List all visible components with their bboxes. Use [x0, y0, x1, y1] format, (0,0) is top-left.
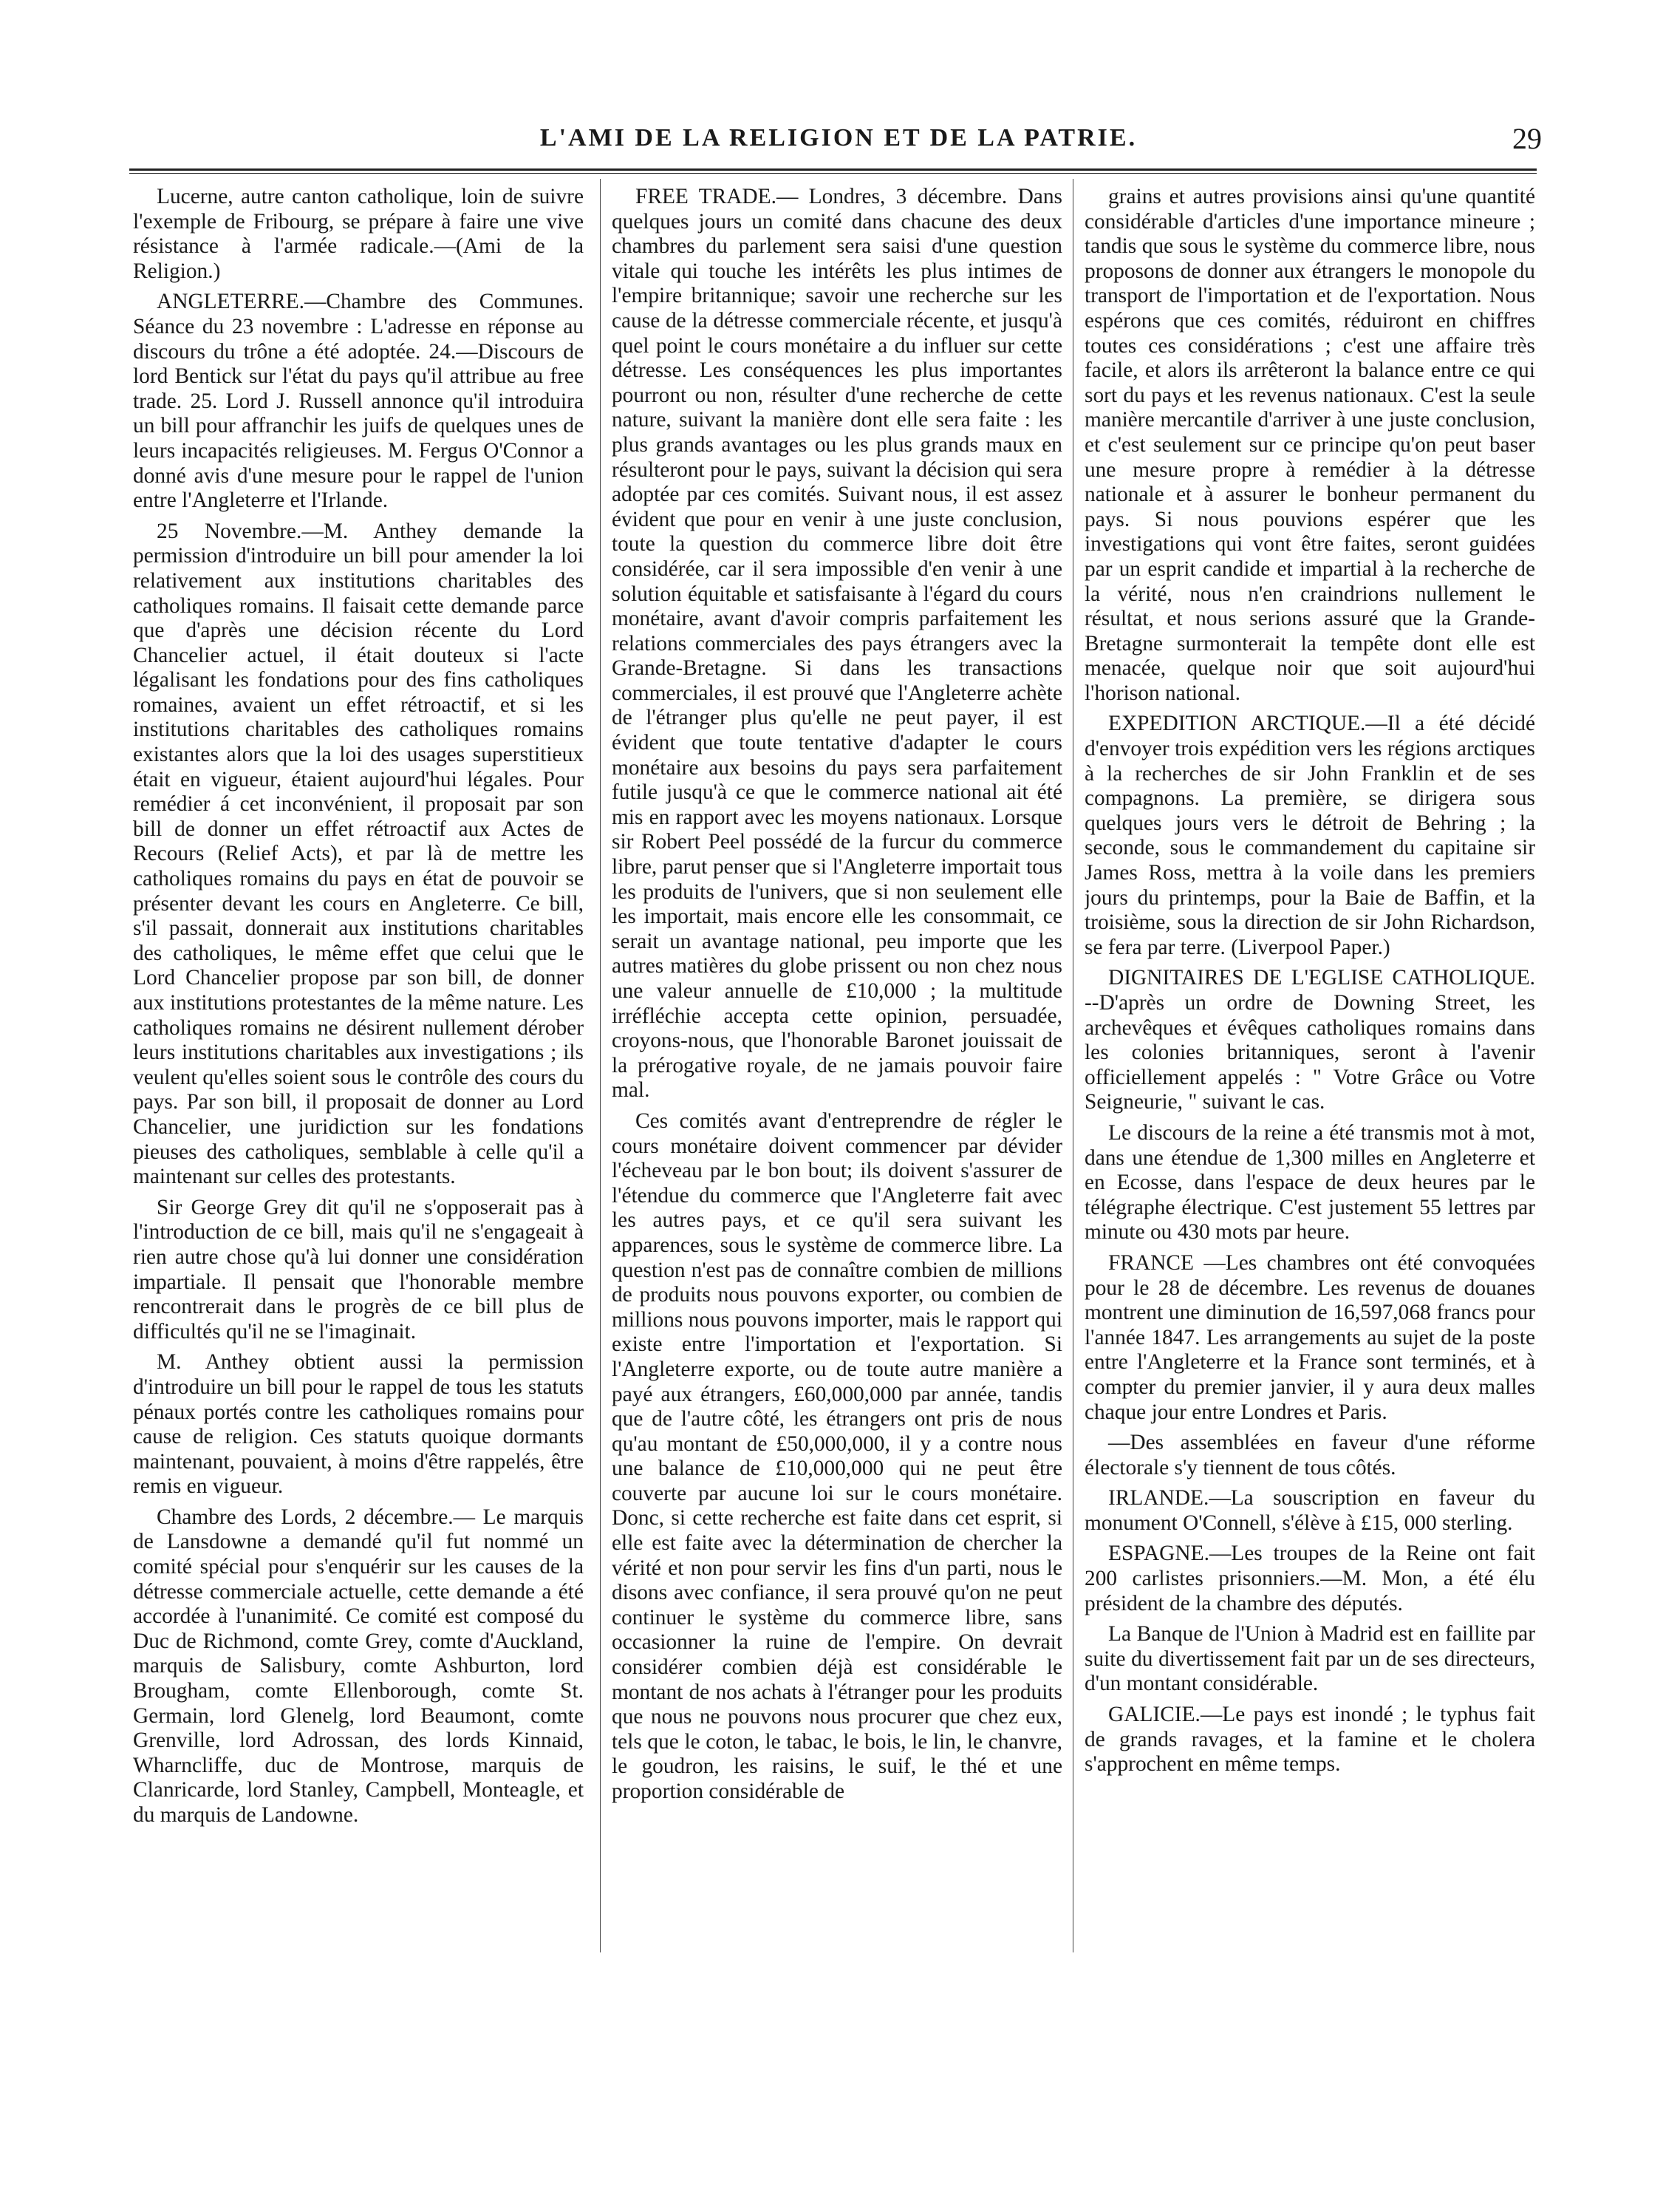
- paragraph: Chambre des Lords, 2 décembre.— Le marquis de Lansdowne a demandé qu'il fut nommé un comité spécial pour s'enquérir sur les causes de la détresse commerciale actuelle, cette demande a été accordée à l'unanimité. Ce comité est composé du Duc de Richmond, comte Grey, comte d'Auckland, marquis de Salisbury, comte Ashburton, lord Brougham, comte Ellenborough, comte St. Germain, lord Glenelg, lord Beaumont, comte Grenville, lord Adrossan, des lords Kinnaid, Wharncliffe, duc de Montrose, marquis de Clanricarde, lord Stanley, Campbell, Monteagle, et du marquis de Landowne.: [133, 1505, 584, 1827]
- header-rule: [129, 168, 1537, 171]
- column-divider: [600, 179, 601, 1952]
- page-header: [129, 124, 1548, 168]
- running-head: L'AMI DE LA RELIGION ET DE LA PATRIE.: [539, 124, 1138, 151]
- paragraph: FREE TRADE.— Londres, 3 décembre. Dans quelques jours un comité dans chacune des deux chambres du parlement sera saisi d'une question vitale qui touche les intérêts les plus intimes de l'empire britannique; savoir une recherche sur les cause de la détresse commerciale récente, et jusqu'à quel point le cours monétaire a du influer sur cette détresse. Les conséquences les plus importantes pourront ou non, résulter d'une recherche de cette nature, suivant la manière dont elle sera faite : les plus grands avantages ou les plus grands maux en résulteront pour le pays, suivant la décision qui sera adoptée par ces comités. Suivant nous, il est assez évident que pour en venir à une juste conclusion, toute la question du commerce libre doit être considérée, car il sera impossible d'en venir à une solution équitable et satisfaisante à l'égard du cours monétaire, avant d'avoir compris parfaitement les relations commerciales des pays étrangers avec la Grande-Bretagne. Si dans les transactions commerciales, il est prouvé que l'Angleterre achète de l'étranger plus qu'elle ne peut payer, il est évident que toute tentative d'adapter le cours monétaire aux besoins du pays sera parfaitement futile jusqu'à ce que le commerce national ait été mis en rapport avec les moyens nationaux. Lorsque sir Robert Peel possédé de la furcur du commerce libre, parut penser que si l'Angleterre importait tous les produits de l'univers, que si non seulement elle les importait, mais encore elle les consommait, ce serait un avantage national, peu importe que les autres matières du globe prissent ou non chez nous une valeur annuelle de £10,000 ; la multitude irréfléchie accepta cette opinion, persuadée, croyons-nous, que l'honorable Baronet jouissait de la prérogative royale, de ne jamais pouvoir faire mal.: [612, 185, 1062, 1103]
- column-3: [1085, 185, 1535, 2106]
- column-1: [133, 185, 584, 2106]
- header-rule-thin: [129, 173, 1537, 174]
- paragraph: GALICIE.—Le pays est inondé ; le typhus fait de grands ravages, et la famine et le cholera s'approchent en même temps.: [1085, 1703, 1535, 1777]
- paragraph: IRLANDE.—La souscription en faveur du monument O'Connell, s'élève à £15, 000 sterling.: [1085, 1486, 1535, 1535]
- column-2: [612, 185, 1062, 2106]
- paragraph: ESPAGNE.—Les troupes de la Reine ont fait 200 carlistes prisonniers.—M. Mon, a été élu président de la chambre des députés.: [1085, 1542, 1535, 1615]
- paragraph: —Des assemblées en faveur d'une réforme électorale s'y tiennent de tous côtés.: [1085, 1431, 1535, 1479]
- paragraph: La Banque de l'Union à Madrid est en faillite par suite du divertissement fait par un de ses directeurs, d'un montant considérable.: [1085, 1622, 1535, 1696]
- paragraph: FRANCE —Les chambres ont été convoquées pour le 28 de décembre. Les revenus de douanes montrent une diminution de 16,597,068 francs pour l'année 1847. Les arrangements au sujet de la poste entre l'Angleterre et la France sont terminés, et à compter du premier janvier, il y aura deux malles chaque jour entre Londres et Paris.: [1085, 1250, 1535, 1424]
- paragraph: M. Anthey obtient aussi la permission d'introduire un bill pour le rappel de tous les statuts pénaux portés contre les catholiques romains pour cause de religion. Ces statuts quoique dormants maintenant, pouvaient, à moins d'être rappelés, être remis en vigueur.: [133, 1350, 584, 1499]
- paragraph: grains et autres provisions ainsi qu'une quantité considérable d'articles d'une importance mineure ; tandis que sous le système du commerce libre, nous proposons de donner aux étrangers le monopole du transport de l'importation et de l'exportation. Nous espérons que ces comités, réduiront en chiffres toutes ces considérations ; c'est une affaire très facile, et alors ils arrêteront la balance entre ce qui sort du pays et les revenus nationaux. C'est la seule manière mercantile d'arriver à une juste conclusion, et c'est seulement sur ce principe qu'on peut baser une mesure propre à remédier à la détresse nationale et à assurer le bonheur permanent du pays. Si nous pouvions espérer que les investigations qui vont être faites, seront guidées par un esprit candide et impartial à la recherche de la vérité, nous n'en craindrions nullement le résultat, et nous serions assuré que la Grande-Bretagne surmonterait la tempête dont elle est menacée, quelque noir que soit aujourd'hui l'horison national.: [1085, 185, 1535, 705]
- paragraph: Lucerne, autre canton catholique, loin de suivre l'exemple de Fribourg, se prépare à faire une vive résistance à l'armée radicale.—(Ami de la Religion.): [133, 185, 584, 283]
- paragraph: Ces comités avant d'entreprendre de régler le cours monétaire doivent commencer par dévider l'écheveau par le bon bout; ils doivent s'assurer de l'étendue du commerce que l'Angleterre fait avec les autres pays, et ce qu'il sera suivant les apparences, sous le système de commerce libre. La question n'est pas de connaître combien de millions de produits nous pouvons exporter, ou combien de millions nous pouvons importer, mais le rapport qui existe entre l'importation et l'exportation. Si l'Angleterre exporte, ou de toute autre manière a payé aux étrangers, £60,000,000 par année, tandis que de l'autre côté, les étrangers ont pris de nous qu'au montant de £50,000,000, il y a contre nous une balance de £10,000,000 qui ne peut être couverte par aucune loi sur le cours monétaire. Donc, si cette recherche est faite dans cet esprit, si elle est faite avec la détermination de chercher la vérité et non pour servir les fins d'un parti, nous le disons avec confiance, il sera prouvé qu'on ne peut continuer le système du commerce libre, sans occasionner la ruine de l'empire. On devrait considérer combien déjà est considérable le montant de nos achats à l'étranger pour les produits que nous ne pouvons nous procurer que chez eux, tels que le coton, le tabac, le bois, le lin, le chanvre, le goudron, les raisins, le suif, le thé et une proportion considérable de: [612, 1108, 1062, 1803]
- paragraph: ANGLETERRE.—Chambre des Communes. Séance du 23 novembre : L'adresse en réponse au discours du trône a été adoptée. 24.—Discours de lord Bentick sur l'état du pays qu'il attribue au free trade. 25. Lord J. Russell annonce qu'il introduira un bill pour affranchir les juifs de quelques unes de leurs incapacités religieuses. M. Fergus O'Connor a donné avis d'une mesure pour le rappel de l'union entre l'Angleterre et l'Irlande.: [133, 290, 584, 513]
- paragraph: DIGNITAIRES DE L'EGLISE CATHOLIQUE. --D'après un ordre de Downing Street, les archevêques et évêques catholiques romains dans les colonies britanniques, seront à l'avenir officiellement appelés : " Votre Grâce ou Votre Seigneurie, " suivant le cas.: [1085, 966, 1535, 1114]
- page-number: 29: [1512, 122, 1542, 155]
- paragraph: Sir George Grey dit qu'il ne s'opposerait pas à l'introduction de ce bill, mais qu'il ne s'engageait à rien autre chose qu'à lui donner une considération impartiale. Il pensait que l'honorable membre rencontrerait dans le progrès de ce bill plus de difficultés qu'il ne se l'imaginait.: [133, 1195, 584, 1344]
- paragraph: 25 Novembre.—M. Anthey demande la permission d'introduire un bill pour amender la loi relativement aux institutions charitables des catholiques romains. Il faisait cette demande parce que d'après une décision récente du Lord Chancelier actuel, il était douteux si l'acte légalisant les fondations pour des fins catholiques romaines, avaient un effet rétroactif, et si les institutions charitables des catholiques romains existantes alors que la loi des usages superstitieux était en vigueur, étaient aujourd'hui légales. Pour remédier á cet inconvénient, il proposait par son bill de donner un effet rétroactif aux Actes de Recours (Relief Acts), et par là de mettre les catholiques romains du pays en état de pouvoir se présenter devant les cours en Angleterre. Ce bill, s'il passait, donnerait aux institutions charitables des catholiques, le même effet que celui que le Lord Chancelier propose par son bill, de donner aux institutions protestantes de la même nature. Les catholiques romains ne désirent nullement dérober leurs institutions charitables aux investigations ; ils veulent qu'elles soient sous le contrôle des cours du pays. Par son bill, il proposait de donner au Lord Chancelier, une juridiction sur les fondations pieuses des catholiques, semblable à celle qu'il a maintenant sur celles des protestants.: [133, 519, 584, 1189]
- paragraph: Le discours de la reine a été transmis mot à mot, dans une étendue de 1,300 milles en Angleterre et en Ecosse, dans l'espace de deux heures par le télégraphe électrique. C'est justement 55 lettres par minute ou 430 mots par heure.: [1085, 1120, 1535, 1244]
- paragraph: EXPEDITION ARCTIQUE.—Il a été décidé d'envoyer trois expédition vers les régions arctiques à la recherches de sir John Franklin et de ses compagnons. La première, se dirigera sous quelques jours vers le détroit de Behring ; la seconde, sous le commandement du capitaine sir James Ross, mettra à la voile dans les premiers jours du printemps, pour la Baie de Baffin, et la troisième, sous la direction de sir John Richardson, se fera par terre. (Liverpool Paper.): [1085, 712, 1535, 959]
